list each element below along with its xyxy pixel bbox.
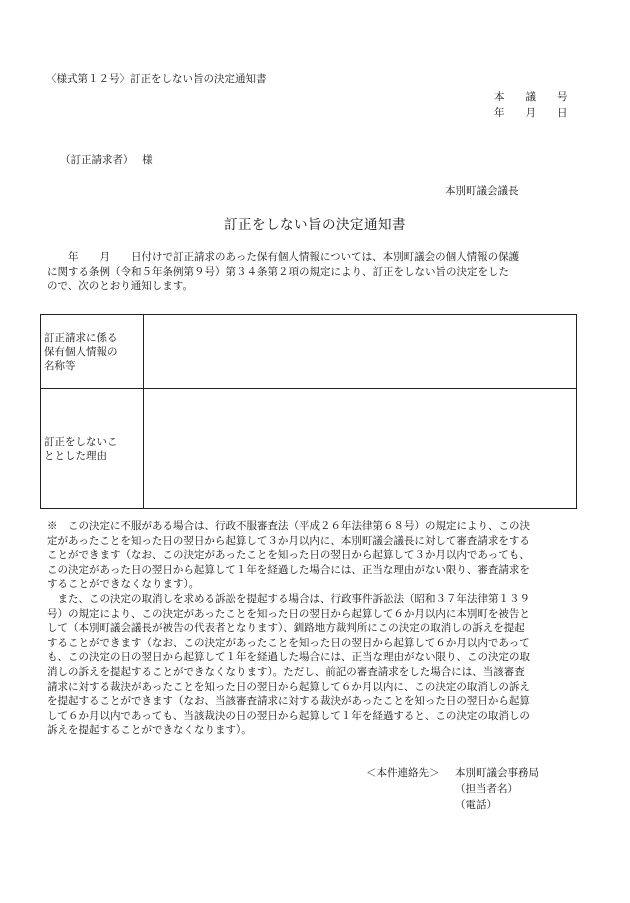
note-line: することができます（なお、この決定があったことを知った日の翌日から起算して６か月以内であって — [47, 636, 530, 649]
note-line: この決定があった日の翌日から起算して１年を経過した場合には、正当な理由がない限り、審査請求を — [47, 563, 530, 576]
form-label: 〈様式第１２号〉訂正をしない旨の決定通知書 — [46, 73, 267, 85]
page-title: 訂正をしない旨の決定通知書 — [224, 217, 406, 233]
contact-person: （担当者名） — [455, 783, 518, 795]
contact-label: ＜本件連絡先＞ — [366, 767, 440, 779]
intro-paragraph — [47, 250, 519, 294]
label-line: 名称等 — [44, 359, 76, 372]
note-line: して（本別町議会議長が被告の代表者となります）、釧路地方裁判所にこの決定の取消しの訴えを提起 — [47, 622, 525, 635]
reason-value-cell — [144, 389, 577, 509]
intro-line: ので、次のとおり通知します。 — [47, 280, 193, 293]
note-line: 消しの訴えを提起することができなくなります）。ただし、前記の審査請求をした場合には、当該審査 — [47, 665, 525, 678]
label-line: 訂正をしないこ — [44, 435, 118, 448]
note-line: 定があったことを知った日の翌日から起算して３か月以内に、本別町議会議長に対して審査請求をする — [47, 534, 530, 547]
label-line: 保有個人情報の — [44, 345, 118, 358]
note-line: して６か月以内であっても、当該裁決の日の翌日から起算して１年を経過すると、この決定の取消しの — [47, 709, 530, 722]
note-line: ことができます（なお、この決定があったことを知った日の翌日から起算して３か月以内であっても、 — [47, 549, 530, 562]
notes-paragraph — [47, 519, 530, 738]
intro-line: 年 月 日付けで訂正請求のあった保有個人情報については、本別町議会の個人情報の保護 — [47, 251, 520, 263]
contact-office: 本別町議会事務局 — [455, 767, 539, 779]
name-value-cell — [144, 315, 577, 389]
contact-phone: （電話） — [455, 799, 497, 811]
note-line: ※ この決定に不服がある場合は、行政不服審査法（平成２６年法律第６８号）の規定により、この決 — [47, 520, 530, 532]
note-line: することができなくなります）。 — [47, 578, 200, 591]
label-line: 訂正請求に係る — [44, 331, 118, 344]
info-table — [40, 314, 577, 509]
table-row — [41, 315, 577, 389]
document-number: 本 議 号 — [494, 91, 568, 103]
name-label-cell — [41, 315, 144, 389]
addressee: （訂正請求者） 様 — [60, 154, 153, 166]
intro-line: に関する条例（令和５年条例第９号）第３４条第２項の規定により、訂正をしない旨の決定をした — [47, 265, 509, 278]
note-line: 請求に対する裁決があったことを知った日の翌日から起算して６か月以内に、この決定の取消しの訴え — [47, 680, 530, 693]
note-line: も、この決定の日の翌日から起算して１年を経過した場合には、正当な理由がない限り、この決定の取 — [47, 651, 530, 664]
reason-label-cell — [41, 389, 144, 509]
table-row — [41, 389, 577, 509]
note-line: 号）の規定により、この決定があったことを知った日の翌日から起算して６か月以内に本別町を被告と — [47, 607, 530, 620]
note-line: また、この決定の取消しを求める訴訟を提起する場合は、行政事件訴訟法（昭和３７年法律第１３９ — [47, 592, 530, 605]
note-line: を提起することができます（なお、当該審査請求に対する裁決があったことを知った日の翌日から起算 — [47, 695, 530, 708]
document-date: 年 月 日 — [494, 107, 568, 119]
sender: 本別町議会議長 — [445, 185, 519, 197]
note-line: 訴えを提起することができなくなります）。 — [47, 724, 252, 737]
label-line: ととした理由 — [44, 449, 107, 462]
